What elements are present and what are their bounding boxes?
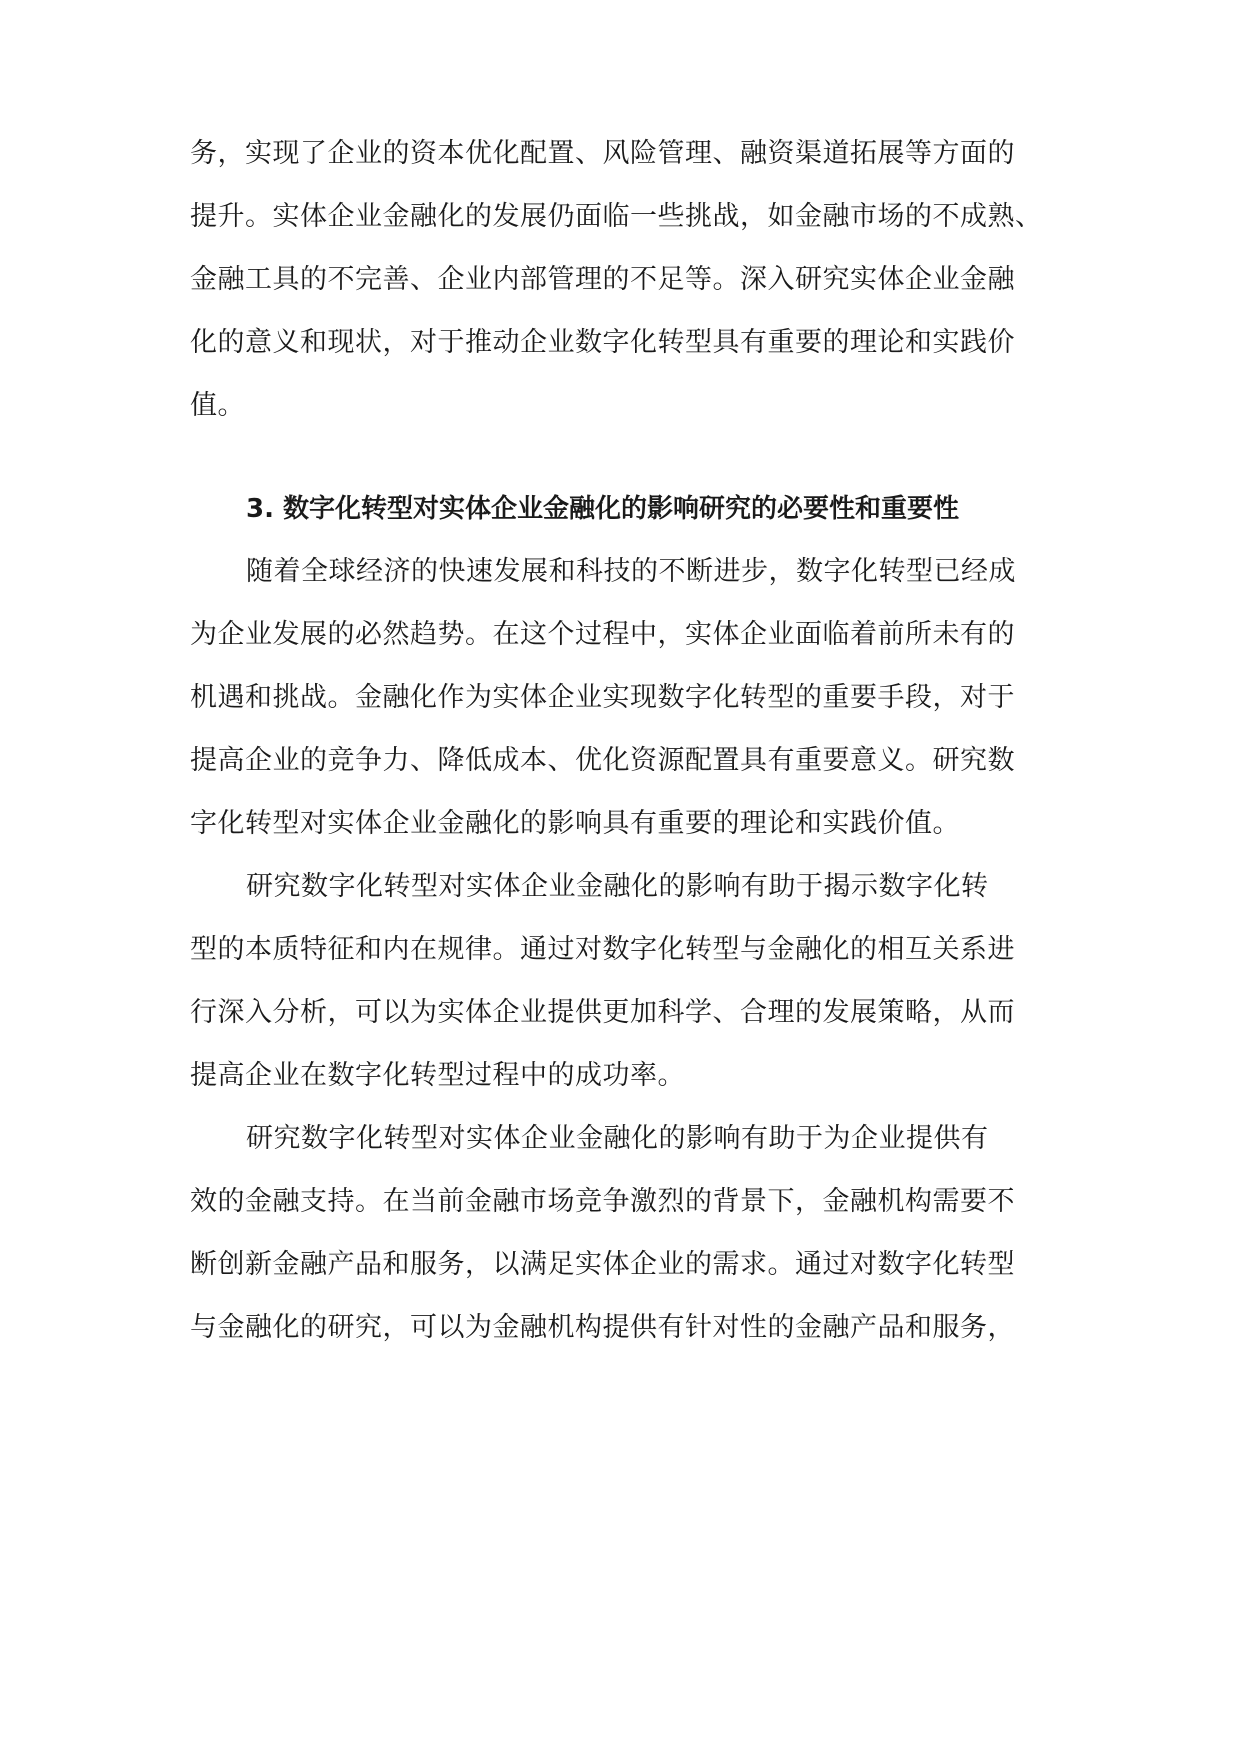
paragraph-line: 机遇和挑战。金融化作为实体企业实现数字化转型的重要手段，对于 <box>190 682 1015 713</box>
paragraph-line: 行深入分析，可以为实体企业提供更加科学、合理的发展策略，从而 <box>190 997 1015 1028</box>
paragraph-line: 与金融化的研究，可以为金融机构提供有针对性的金融产品和服务， <box>190 1312 1015 1343</box>
paragraph-line: 值。 <box>190 390 245 421</box>
paragraph-line: 务，实现了企业的资本优化配置、风险管理、融资渠道拓展等方面的 <box>190 138 1015 169</box>
paragraph-line: 提升。实体企业金融化的发展仍面临一些挑战，如金融市场的不成熟、 <box>190 201 1043 232</box>
section-heading: 3. 数字化转型对实体企业金融化的影响研究的必要性和重要性 <box>246 494 960 524</box>
paragraph-line: 字化转型对实体企业金融化的影响具有重要的理论和实践价值。 <box>190 808 960 839</box>
paragraph-line: 提高企业的竞争力、降低成本、优化资源配置具有重要意义。研究数 <box>190 745 1015 776</box>
paragraph-line: 效的金融支持。在当前金融市场竞争激烈的背景下，金融机构需要不 <box>190 1186 1015 1217</box>
paragraph-line: 型的本质特征和内在规律。通过对数字化转型与金融化的相互关系进 <box>190 934 1015 965</box>
paragraph-line: 断创新金融产品和服务，以满足实体企业的需求。通过对数字化转型 <box>190 1249 1015 1280</box>
paragraph-line: 研究数字化转型对实体企业金融化的影响有助于揭示数字化转 <box>246 871 989 902</box>
paragraph-line: 化的意义和现状，对于推动企业数字化转型具有重要的理论和实践价 <box>190 327 1015 358</box>
paragraph-line: 金融工具的不完善、企业内部管理的不足等。深入研究实体企业金融 <box>190 264 1015 295</box>
paragraph-line: 提高企业在数字化转型过程中的成功率。 <box>190 1060 685 1091</box>
paragraph-line: 为企业发展的必然趋势。在这个过程中，实体企业面临着前所未有的 <box>190 619 1015 650</box>
paragraph-line: 随着全球经济的快速发展和科技的不断进步，数字化转型已经成 <box>246 556 1016 587</box>
paragraph-line: 研究数字化转型对实体企业金融化的影响有助于为企业提供有 <box>246 1123 989 1154</box>
